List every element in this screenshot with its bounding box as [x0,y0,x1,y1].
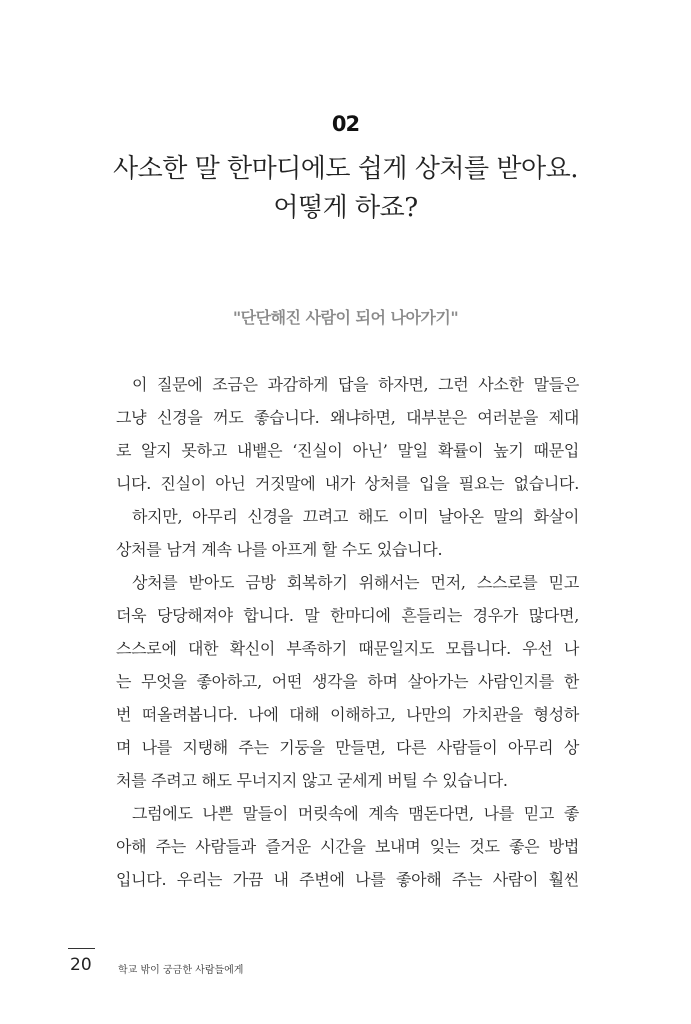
title-line-2: 어떻게 하죠? [273,193,418,223]
body-line: 아해 주는 사람들과 즐거운 시간을 보내며 잊는 것도 좋은 방법 [116,837,579,856]
running-footer-title: 학교 밖이 궁금한 사람들에게 [118,965,244,976]
body-line: 니다. 진실이 아닌 거짓말에 내가 상처를 입을 필요는 없습니다. [116,474,579,493]
subtitle: "단단해진 사람이 되어 나아가기" [232,308,459,327]
body-line: 번 떠올려봅니다. 나에 대해 이해하고, 나만의 가치관을 형성하 [116,705,579,724]
body-line: 하지만, 아무리 신경을 끄려고 해도 이미 날아온 말의 화살이 [132,507,579,526]
body-line: 이 질문에 조금은 과감하게 답을 하자면, 그런 사소한 말들은 [132,375,579,394]
body-line: 상처를 남겨 계속 나를 아프게 할 수도 있습니다. [116,540,443,559]
body-line: 더욱 당당해져야 합니다. 말 한마디에 흔들리는 경우가 많다면, [116,606,579,625]
chapter-number: 02 [331,112,360,136]
body-line: 상처를 받아도 금방 회복하기 위해서는 먼저, 스스로를 믿고 [132,573,579,592]
body-line: 처를 주려고 해도 무너지지 않고 굳세게 버틸 수 있습니다. [116,771,508,790]
page-number: 20 [70,955,92,975]
body-line: 는 무엇을 좋아하고, 어떤 생각을 하며 살아가는 사람인지를 한 [116,672,579,691]
footer-divider [68,948,95,949]
body-text [116,368,579,896]
body-line: 로 알지 못하고 내뱉은 ‘진실이 아닌’ 말일 확률이 높기 때문입 [116,441,579,460]
body-line: 스스로에 대한 확신이 부족하기 때문일지도 모릅니다. 우선 나 [116,639,579,658]
body-line: 그냥 신경을 꺼도 좋습니다. 왜냐하면, 대부분은 여러분을 제대 [116,408,579,427]
body-line: 며 나를 지탱해 주는 기둥을 만들면, 다른 사람들이 아무리 상 [116,738,579,757]
body-line: 그럼에도 나쁜 말들이 머릿속에 계속 맴돈다면, 나를 믿고 좋 [132,804,579,823]
title-line-1: 사소한 말 한마디에도 쉽게 상처를 받아요. [112,154,579,184]
body-line: 입니다. 우리는 가끔 내 주변에 나를 좋아해 주는 사람이 훨씬 [116,870,579,889]
